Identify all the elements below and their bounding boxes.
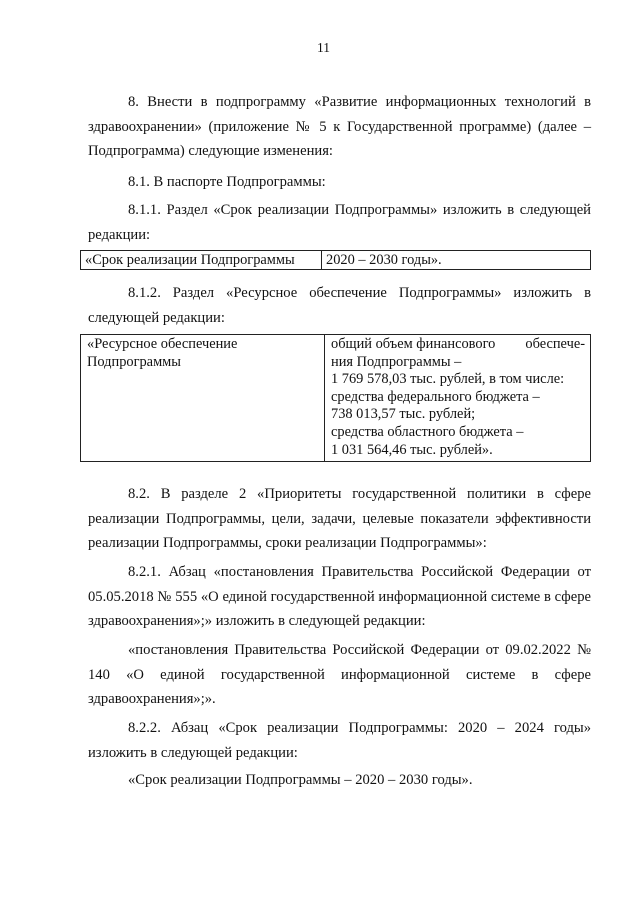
- paragraph-item-8-2: 8.2. В разделе 2 «Приоритеты государственной политики в сфере реализации Подпрограммы, цели, задачи, целевые показатели эффективности реализации Подпрограммы, сроки реализации Подпрограммы»:: [88, 486, 591, 551]
- resource-label-cell: [81, 335, 325, 462]
- resource-value-line: 1 031 564,46 тыс. рублей».: [331, 441, 493, 458]
- resource-value-line: ния Подпрограммы –: [331, 353, 462, 370]
- paragraph-item-8-1: 8.1. В паспорте Подпрограммы:: [128, 174, 326, 190]
- paragraph-quote-2: «Срок реализации Подпрограммы – 2020 – 2030 годы».: [128, 772, 473, 788]
- resource-value-line: средства федерального бюджета –: [331, 388, 540, 405]
- resource-value-word: обеспече-: [525, 336, 585, 352]
- term-value-cell: 2020 – 2030 годы».: [322, 251, 591, 270]
- resource-value-line: средства областного бюджета –: [331, 423, 524, 440]
- resource-table: [80, 334, 591, 462]
- resource-value-line: 1 769 578,03 тыс. рублей, в том числе:: [331, 371, 565, 388]
- resource-value-word: общий объем финансового: [331, 336, 496, 352]
- table-row: [81, 335, 591, 462]
- resource-value-line: [331, 336, 585, 354]
- resource-label-line: «Ресурсное обеспечение: [87, 336, 238, 352]
- paragraph-item-8-1-2: 8.1.2. Раздел «Ресурсное обеспечение Подпрограммы» изложить в следующей редакции:: [88, 285, 591, 326]
- resource-value-cell: [325, 335, 591, 462]
- page-number: 11: [317, 40, 330, 55]
- table-row: [81, 251, 591, 270]
- term-label-cell: «Срок реализации Подпрограммы: [81, 251, 322, 270]
- paragraph-item-8: 8. Внести в подпрограмму «Развитие информационных технологий в здравоохранении» (приложение № 5 к Государственной программе) (далее – Подпрограмма) следующие изменения:: [88, 94, 591, 159]
- resource-value-line: 738 013,57 тыс. рублей;: [331, 406, 476, 423]
- paragraph-quote-1: «постановления Правительства Российской Федерации от 09.02.2022 № 140 «О единой государственной информационной системе в сфере здравоохранения»;».: [88, 642, 591, 707]
- term-table: [80, 250, 591, 270]
- resource-label-line: Подпрограммы: [87, 353, 181, 370]
- paragraph-item-8-1-1: 8.1.1. Раздел «Срок реализации Подпрограммы» изложить в следующей редакции:: [88, 202, 591, 243]
- paragraph-item-8-2-1: 8.2.1. Абзац «постановления Правительства Российской Федерации от 05.05.2018 № 555 «О единой государственной информационной системе в сфере здравоохранения»;» изложить в следующей редакции:: [88, 564, 591, 629]
- paragraph-item-8-2-2: 8.2.2. Абзац «Срок реализации Подпрограммы: 2020 – 2024 годы» изложить в следующей редакции:: [88, 720, 591, 761]
